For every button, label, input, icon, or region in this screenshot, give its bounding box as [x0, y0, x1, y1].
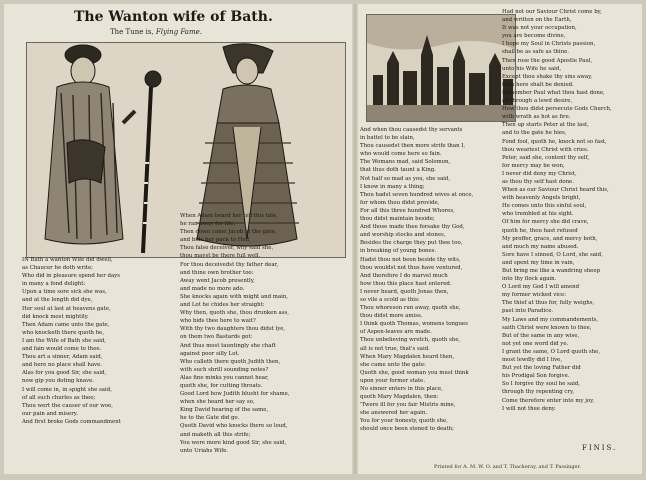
verse-line: upon your former state. — [360, 377, 426, 384]
verse-line: thou here shalt be denied. — [502, 81, 574, 88]
verse-line: 'Twere ill for you fair Mistris mine, — [360, 402, 456, 409]
verse-line: as thou thy self hast done. — [502, 178, 574, 185]
verse-line: all is not true, that's said. — [360, 345, 430, 352]
verse-line: You were more kind good Sir, she said, — [180, 439, 287, 446]
verse-line: Quoth she, good woman you must think — [360, 369, 469, 376]
verse-line: and written on the Earth, — [502, 17, 572, 24]
verse-line: She knocks again with might and main, — [180, 293, 289, 300]
woodcut-city — [366, 14, 516, 122]
verse-line: I never heard, quoth Jonas then, — [360, 288, 449, 295]
verse-line: who bids thee here to wait? — [180, 318, 256, 325]
verse-line: Except thou shake thy sins away, — [502, 73, 593, 80]
verse-line: so vile a scold as this: — [360, 296, 420, 303]
verse-line: our pain and misery. — [22, 410, 78, 417]
verse-line: for whom thou didst provide, — [360, 199, 440, 206]
verse-line: I know in many a thing; — [360, 183, 425, 190]
verse-line: Besides the charge they put thee too, — [360, 240, 463, 247]
verse-line: through thy repenting cry, — [502, 389, 575, 396]
verse-line: and at the length did dye, — [22, 297, 93, 304]
verse-line: King David hearing of the same, — [180, 407, 269, 414]
verse-line: And thus most tauntingly she chaft — [180, 342, 276, 349]
verse-line: The Womans mad, said Solomon, — [360, 159, 451, 166]
verse-line: and made no more ado. — [180, 285, 245, 292]
verse-line: My proffer, grace, and mercy both, — [502, 235, 598, 242]
verse-line: Not half so mad as you, she said, — [360, 175, 451, 182]
verse-line: Then up starts Peter at the last, — [502, 122, 589, 129]
page-fold — [352, 4, 358, 474]
verse-line: Thou false deceiver, why said she, — [180, 245, 274, 252]
verse-line: should once been stoned to death; — [360, 426, 454, 433]
verse-line: I will come in, in spight she said, — [22, 386, 112, 393]
verse-line: Upon a time sore sick she was, — [22, 289, 107, 296]
verse-line: O Lord my God I will amend — [502, 284, 580, 291]
verse-line: and to the gate he hies, — [502, 130, 567, 137]
verse-line: all through a lewd desire, — [502, 98, 573, 105]
verse-line: who knocketh there quoth he, — [22, 329, 105, 336]
verse-line: But bring me like a wandring sheep — [502, 268, 601, 274]
verse-line: Quoth David who knocks there so loud, — [180, 423, 288, 430]
verse-line: in breaking of young bones. — [360, 248, 437, 255]
verse-line: and much my name abused. — [502, 243, 579, 250]
verse-line: for mercy may be won, — [502, 162, 565, 169]
verse-line: Her soul at last at heavens gate, — [22, 305, 111, 312]
verse-line: He comes unto this sinful soul, — [502, 203, 587, 210]
tune-name: Flying Fame. — [155, 28, 202, 36]
verse-line: Had not our Saviour Christ come by, — [502, 9, 602, 15]
verse-line: now gip you doting knave. — [22, 378, 94, 385]
verse-line: And when thou causedst thy servants — [360, 127, 463, 133]
verse-line: of Aspen-leaves are made. — [360, 329, 432, 336]
verse-line: with wrath as hot as fire. — [502, 114, 571, 121]
verse-line: Then Adam came unto the gate, — [22, 321, 110, 328]
verse-line: into thy flock again. — [502, 276, 557, 283]
verse-line: No sinner enters in this place, — [360, 386, 443, 392]
verse-line: My Laws and my commandements, — [502, 316, 599, 323]
verse-line: Sore have I sinned, O Lord, she said, — [502, 251, 603, 258]
verse-line: saith Christ were known to thee, — [502, 324, 592, 331]
verse-line: For all this three hundred Whores, — [360, 207, 455, 214]
verse-line: And therefore I do marvel much — [360, 272, 448, 279]
verse-line: with heavenly Angels bright, — [502, 195, 581, 202]
verse-line: And first broke Gods commandment — [22, 418, 121, 425]
verse-line: Away went Jacob presently, — [180, 277, 255, 284]
verse-line: Come therefore enter into my joy, — [502, 397, 595, 404]
verse-line: and here no place shall have. — [22, 362, 102, 369]
verse-line: I think quoth Thomas, womens tongues — [360, 321, 468, 328]
verse-line: quoth Mary Magdalen, then: — [360, 394, 439, 401]
verse-line: Who calleth there quoth Judith then, — [180, 358, 281, 365]
verse-line: his Prodigal Son forgive. — [502, 373, 570, 380]
verse-line: thou mayst be there full well. — [180, 253, 261, 260]
verse-line: How thou didst persecute Gods Church, — [502, 106, 612, 113]
verse-line: unto his Wife he said, — [502, 65, 562, 72]
verse-line: I never did deny my Christ, — [502, 170, 577, 177]
verse-line: did knock most mightily. — [22, 313, 89, 320]
verse-line: Thou hadst seven hundred wives at once, — [360, 191, 474, 198]
verse-column-1 — [22, 256, 172, 470]
verse-line: I hope my Soul in Christs passion, — [502, 41, 596, 48]
verse-line: how thou this place hast entered. — [360, 280, 452, 287]
verse-line: But of the same in any wise, — [502, 332, 580, 339]
printer-imprint: Printed for A. M. W. O. and T. Thackeray, and T. Passinger. — [434, 464, 581, 470]
verse-line: not yet one word did ye. — [502, 340, 569, 347]
verse-line: you are become divine, — [502, 33, 566, 40]
verse-line: and worship stocks and stones, — [360, 232, 446, 239]
verse-line: Alas for you good Sir, she said, — [22, 370, 107, 377]
verse-line: Then rose the good Apostle Paul, — [502, 57, 593, 64]
verse-line: against poor silly Lot. — [180, 350, 240, 357]
verse-line: You for your honesty, quoth she, — [360, 418, 448, 425]
verse-line: Remember Paul what thou hast done, — [502, 89, 605, 96]
finis-mark: FINIS. — [582, 444, 618, 452]
verse-line: Hadst thou not been beside thy wits, — [360, 256, 461, 263]
verse-line: For thou deceivedst thy father dear, — [180, 261, 279, 268]
broadside-sheet — [4, 4, 642, 474]
verse-line: Of him for mercy she did crave, — [502, 219, 589, 226]
verse-line: Thou whoreson run away, quoth she, — [360, 305, 461, 312]
verse-line: The thief at thus for, fully weighs, — [502, 300, 595, 307]
verse-line: thou didst more amiss. — [360, 313, 423, 320]
verse-line: she answered her again. — [360, 410, 428, 417]
verse-line: in battel to be slain, — [360, 135, 415, 142]
verse-column-4 — [502, 8, 640, 444]
verse-line: past into Paradice. — [502, 308, 554, 315]
verse-line: who trembled at his sight. — [502, 211, 574, 218]
verse-line: thou wouldst not thus have ventured, — [360, 264, 463, 271]
verse-line: Thou art a sinner, Adam said, — [22, 354, 103, 361]
verse-line: So I forgive thy soul he said, — [502, 381, 580, 388]
verse-line: most lewdly did I live, — [502, 357, 563, 364]
verse-line: When Adam heard her tell this tale, — [180, 213, 278, 219]
verse-line: It was not your occupation, — [502, 25, 577, 32]
verse-line: and spent my time in vain, — [502, 259, 575, 266]
verse-column-2 — [180, 212, 350, 472]
verse-line: and Lot he chides her straight: — [180, 302, 265, 309]
verse-line: and fain would come to thee. — [22, 346, 102, 353]
verse-line: as Chaucer he doth write; — [22, 265, 93, 272]
verse-line: she came unto the gate: — [360, 361, 426, 368]
verse-line: Alas fine minks you cannot hear, — [180, 374, 269, 381]
tune-line — [110, 28, 202, 36]
verse-line: But yet the loving Father did — [502, 365, 581, 372]
verse-line: with such shrill sounding notes? — [180, 366, 269, 373]
verse-line: that thus doth taunt a King. — [360, 167, 436, 174]
verse-line: Thou wert the causer of our woe, — [22, 402, 113, 409]
verse-line: Why then, quoth she, thou drunken ass, — [180, 310, 290, 317]
verse-line: he ran away for life; — [180, 221, 236, 228]
verse-column-3 — [360, 126, 500, 466]
verse-line: shall be as safe as thine. — [502, 49, 569, 56]
verse-line: thou weariest Christ with cries. — [502, 146, 589, 153]
verse-line: With thy two daughters thou didst lye, — [180, 326, 286, 333]
verse-line: Good Lord how Judith blusht for shame, — [180, 391, 290, 398]
verse-line: and maketh all this strife; — [180, 431, 251, 438]
verse-line: Who did in pleasure spend her days — [22, 273, 120, 280]
verse-line: And those made thee forsake thy God, — [360, 224, 465, 231]
verse-line: and bids her pack to Hell, — [180, 237, 251, 244]
verse-line: When as our Saviour Christ heard this, — [502, 187, 609, 194]
verse-line: Fond fool, quoth he, knock not so fast, — [502, 138, 607, 145]
verse-line: in many a fond delight: — [22, 281, 86, 288]
verse-line: quoth she, for cutting throats. — [180, 382, 263, 389]
verse-line: and thine own brother too: — [180, 269, 254, 276]
verse-line: on them two Bastards got: — [180, 334, 253, 341]
verse-line: he to the Gate did go. — [180, 415, 240, 422]
verse-line: I will not thee deny. — [502, 405, 556, 412]
verse-line: Peter, said she, content thy self, — [502, 154, 590, 161]
verse-line: When Mary Magdalen heard then, — [360, 353, 455, 360]
verse-line: thou didst maintain beside; — [360, 216, 435, 223]
verse-line: Thou causedst then more strife than I, — [360, 143, 466, 150]
ballad-title: The Wanton wife of Bath. — [74, 9, 273, 25]
verse-line: when she heard her say so, — [180, 399, 255, 406]
tune-prefix: The Tune is, — [110, 28, 154, 36]
verse-line: who would come here so fain. — [360, 151, 442, 158]
verse-line: Thou unbelieving wretch, quoth she, — [360, 337, 461, 344]
verse-line: I grant the same, O Lord quoth she, — [502, 348, 601, 355]
verse-line: Then down came Jacob at the gate, — [180, 229, 277, 236]
verse-line: unto Uriahs Wife. — [180, 447, 229, 454]
verse-line: my former wicked vice: — [502, 292, 567, 299]
verse-line: IN Bath a wanton Wife did dwell, — [22, 257, 113, 263]
verse-line: quoth he, thou hast refused — [502, 227, 578, 234]
verse-line: of all such churles as thee; — [22, 394, 96, 401]
verse-line: I am the Wife of Bath she said, — [22, 337, 106, 344]
